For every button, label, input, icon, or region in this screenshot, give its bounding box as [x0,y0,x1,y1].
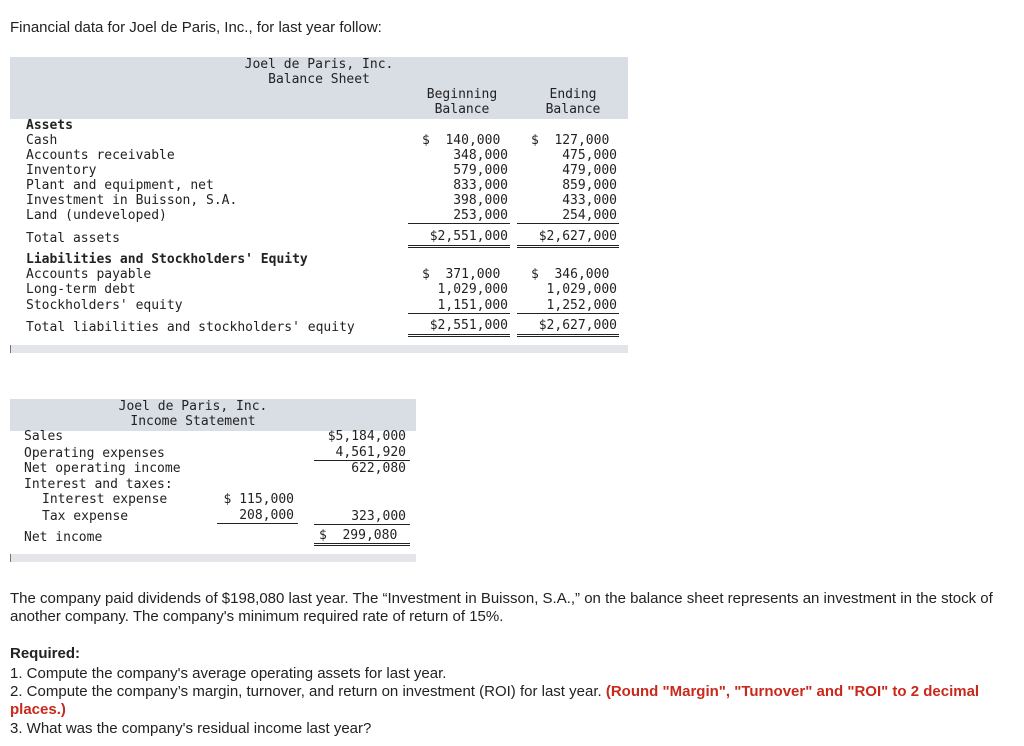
total-liabilities-end: $2,627,000 [538,318,617,333]
asset-label: Investment in Buisson, S.A. [26,193,238,208]
liability-label: Accounts payable [26,267,152,282]
asset-begin: 833,000 [453,178,508,193]
asset-end: 433,000 [562,193,617,208]
is-company-name: Joel de Paris, Inc. [118,399,268,414]
asset-begin: 253,000 [453,208,508,223]
asset-label: Cash [26,133,58,148]
bs-company-name: Joel de Paris, Inc. [244,57,394,72]
col-begin-line2: Balance [434,102,490,117]
tax-expense-value: 208,000 [239,508,294,523]
asset-end: 859,000 [562,178,617,193]
interest-taxes-total: 323,000 [351,509,406,524]
asset-end: 254,000 [562,208,617,223]
assets-heading: Assets [26,118,73,133]
asset-label: Accounts receivable [26,148,175,163]
asset-begin: 398,000 [453,193,508,208]
total-assets-begin: $2,551,000 [429,229,508,244]
intro-text: Financial data for Joel de Paris, Inc., for last year follow: [10,19,382,36]
question-2-text: 2. Compute the company’s margin, turnover, and return on investment (ROI) for last year. [10,683,602,700]
asset-label: Inventory [26,163,97,178]
liability-end: $ 346,000 [531,267,610,282]
total-assets-end: $2,627,000 [538,229,617,244]
question-3: 3. What was the company's residual income last year? [10,720,372,737]
required-heading: Required: [10,645,81,662]
opex-value: 4,561,920 [335,445,406,460]
total-assets-label: Total assets [26,231,120,246]
asset-end: $ 127,000 [531,133,610,148]
liability-begin: 1,029,000 [437,282,508,297]
total-liabilities-begin: $2,551,000 [429,318,508,333]
sales-value: $5,184,000 [327,429,406,444]
tax-expense-label: Tax expense [42,509,129,524]
total-liabilities-label: Total liabilities and stockholders' equity [26,320,355,335]
col-end-line2: Balance [545,102,601,117]
income-statement [10,399,416,563]
liability-begin: $ 371,000 [422,267,501,282]
rounding-note: (Round "Margin", "Turnover" and "ROI" to 2 decimal places.) [10,683,980,718]
bs-title: Balance Sheet [268,72,370,87]
income-statement-footer-band [10,554,416,562]
liability-label: Long-term debt [26,282,136,297]
liability-end: 1,252,000 [546,298,617,313]
balance-sheet [10,57,628,355]
liability-label: Stockholders' equity [26,298,183,313]
question-2 [10,683,1010,719]
asset-end: 475,000 [562,148,617,163]
is-title: Income Statement [130,414,256,429]
asset-label: Land (undeveloped) [26,208,167,223]
col-begin-line1: Beginning [426,87,498,102]
interest-taxes-heading: Interest and taxes: [24,477,173,492]
net-income-label: Net income [24,530,103,545]
question-1: 1. Compute the company's average operating assets for last year. [10,665,447,682]
asset-begin: 579,000 [453,163,508,178]
asset-begin: $ 140,000 [422,133,501,148]
asset-end: 479,000 [562,163,617,178]
asset-begin: 348,000 [453,148,508,163]
noi-label: Net operating income [24,461,181,476]
balance-sheet-footer-band [10,345,628,353]
interest-expense-value: $ 115,000 [223,492,294,507]
interest-expense-label: Interest expense [42,492,168,507]
opex-label: Operating expenses [24,446,165,461]
liabilities-heading: Liabilities and Stockholders' Equity [26,252,308,267]
col-end-line1: Ending [549,87,597,102]
liability-end: 1,029,000 [546,282,617,297]
dividends-paragraph: The company paid dividends of $198,080 last year. The “Investment in Buisson, S.A.,” on the balance sheet represents an investment in the stock of another company. The company's minimum required rate of return of 15%. [10,590,993,625]
noi-value: 622,080 [351,461,406,476]
sales-label: Sales [24,429,64,444]
liability-begin: 1,151,000 [437,298,508,313]
asset-label: Plant and equipment, net [26,178,214,193]
net-income-value: $ 299,080 [319,528,398,543]
